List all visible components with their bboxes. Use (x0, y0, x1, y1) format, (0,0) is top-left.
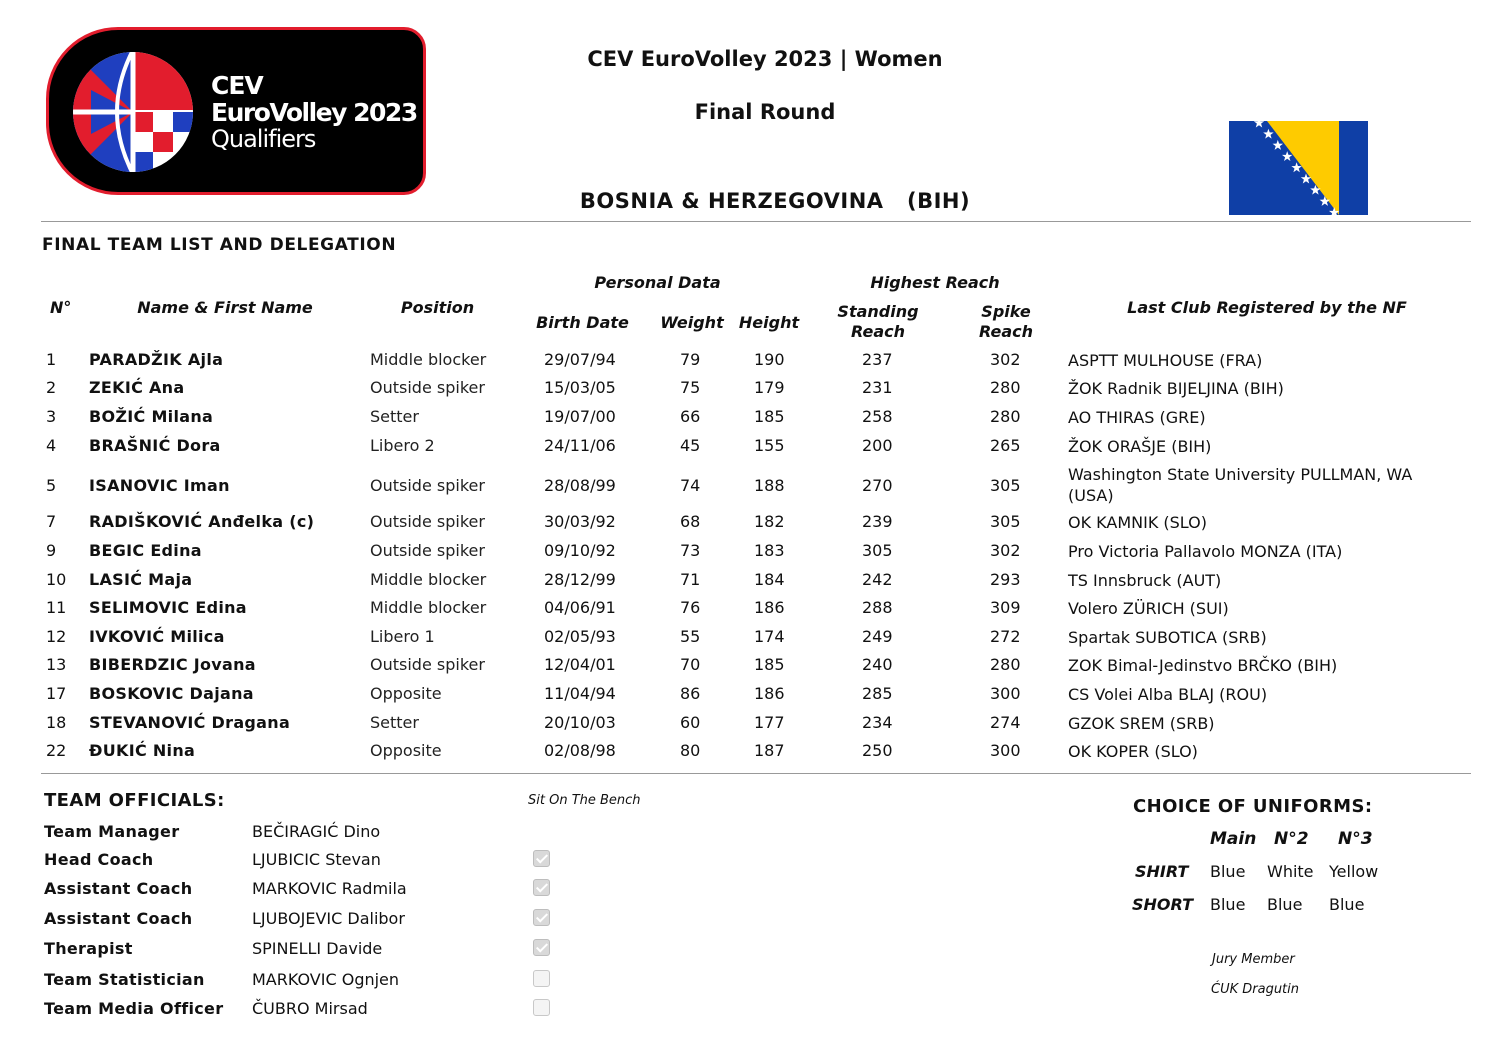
player-spike-reach: 272 (990, 627, 1021, 646)
player-number: 17 (46, 684, 67, 703)
player-position: Outside spiker (370, 476, 485, 495)
official-role: Team Manager (44, 822, 180, 841)
player-birth-date: 15/03/05 (544, 378, 616, 397)
sit-on-bench-checkbox[interactable] (533, 999, 550, 1016)
player-spike-reach: 305 (990, 512, 1021, 531)
uniform-header-no2: N°2 (1274, 829, 1309, 849)
col-header-highest-reach: Highest Reach (870, 273, 1000, 292)
volleyball-logo-icon (71, 50, 195, 174)
team-title: BOSNIA & HERZEGOVINA (BIH) (579, 189, 971, 213)
player-number: 5 (46, 476, 57, 495)
player-number: 12 (46, 627, 67, 646)
player-standing-reach: 200 (862, 436, 893, 455)
official-role: Head Coach (44, 850, 154, 869)
player-weight: 73 (680, 541, 701, 560)
player-standing-reach: 240 (862, 655, 893, 674)
player-birth-date: 28/08/99 (544, 476, 616, 495)
col-header-weight: Weight (660, 313, 724, 332)
player-name: ĐUKIĆ Nina (89, 741, 196, 760)
player-position: Middle blocker (370, 570, 487, 589)
player-name: PARADŽIK Ajla (89, 350, 224, 369)
player-standing-reach: 237 (862, 350, 893, 369)
player-weight: 60 (680, 713, 701, 732)
official-name: MARKOVIC Ognjen (252, 970, 400, 989)
official-row (0, 939, 700, 963)
player-position: Outside spiker (370, 512, 485, 531)
official-name: LJUBICIC Stevan (252, 850, 381, 869)
player-height: 184 (754, 570, 785, 589)
player-spike-reach: 280 (990, 407, 1021, 426)
player-position: Opposite (370, 741, 442, 760)
player-standing-reach: 234 (862, 713, 893, 732)
player-height: 185 (754, 655, 785, 674)
table-row (0, 598, 1500, 622)
player-standing-reach: 242 (862, 570, 893, 589)
sit-on-bench-checkbox[interactable] (533, 939, 550, 956)
player-name: ISANOVIC Iman (89, 476, 230, 495)
player-club: ŽOK Radnik BIJELJINA (BIH) (1068, 379, 1284, 398)
short-main: Blue (1210, 895, 1246, 914)
player-club: Washington State University PULLMAN, WA (USA) (1068, 465, 1413, 505)
uniform-header-no3: N°3 (1338, 829, 1373, 849)
official-row (0, 822, 700, 846)
col-header-personal-data: Personal Data (594, 273, 721, 292)
official-role: Team Statistician (44, 970, 205, 989)
col-header-spike-reach-2: Reach (978, 322, 1034, 341)
player-spike-reach: 302 (990, 541, 1021, 560)
sit-on-bench-checkbox[interactable] (533, 879, 550, 896)
col-header-height: Height (738, 313, 800, 332)
player-weight: 66 (680, 407, 701, 426)
official-name: MARKOVIC Radmila (252, 879, 407, 898)
player-weight: 86 (680, 684, 701, 703)
table-row (0, 350, 1500, 374)
player-weight: 80 (680, 741, 701, 760)
player-club: Volero ZÜRICH (SUI) (1068, 599, 1229, 618)
short-no3: Blue (1329, 895, 1365, 914)
player-position: Setter (370, 407, 419, 426)
player-club: ASPTT MULHOUSE (FRA) (1068, 351, 1263, 370)
player-height: 183 (754, 541, 785, 560)
player-position: Setter (370, 713, 419, 732)
table-row (0, 436, 1500, 460)
player-position: Outside spiker (370, 541, 485, 560)
player-height: 186 (754, 684, 785, 703)
table-row (0, 627, 1500, 651)
col-header-standing-reach-1: Standing (837, 302, 919, 321)
player-club: Pro Victoria Pallavolo MONZA (ITA) (1068, 542, 1343, 561)
official-row (0, 850, 700, 874)
officials-title: TEAM OFFICIALS: (44, 790, 225, 811)
player-height: 186 (754, 598, 785, 617)
player-number: 13 (46, 655, 67, 674)
player-weight: 74 (680, 476, 701, 495)
player-name: BOŽIĆ Milana (89, 407, 214, 426)
player-club: Spartak SUBOTICA (SRB) (1068, 628, 1267, 647)
player-name: SELIMOVIC Edina (89, 598, 247, 617)
official-role: Team Media Officer (44, 999, 224, 1018)
player-number: 11 (46, 598, 67, 617)
player-standing-reach: 270 (862, 476, 893, 495)
player-weight: 71 (680, 570, 701, 589)
col-header-spike-reach-1: Spike (981, 302, 1031, 321)
player-number: 2 (46, 378, 57, 397)
uniform-header-main: Main (1210, 829, 1257, 849)
col-header-standing-reach-2: Reach (850, 322, 906, 341)
col-header-position: Position (400, 298, 475, 317)
player-name: STEVANOVIĆ Dragana (89, 713, 291, 732)
jury-name: ĆUK Dragutin (1211, 982, 1300, 997)
shirt-label: SHIRT (1135, 862, 1189, 881)
shirt-no3: Yellow (1329, 862, 1379, 881)
player-spike-reach: 309 (990, 598, 1021, 617)
table-row (0, 713, 1500, 737)
table-divider (41, 773, 1471, 774)
player-position: Opposite (370, 684, 442, 703)
table-row (0, 378, 1500, 402)
player-spike-reach: 274 (990, 713, 1021, 732)
player-standing-reach: 239 (862, 512, 893, 531)
official-row (0, 970, 700, 994)
player-spike-reach: 300 (990, 741, 1021, 760)
player-standing-reach: 258 (862, 407, 893, 426)
player-height: 190 (754, 350, 785, 369)
player-spike-reach: 300 (990, 684, 1021, 703)
player-club: ZOK Bimal-Jedinstvo BRČKO (BIH) (1068, 656, 1338, 675)
player-name: BEGIC Edina (89, 541, 202, 560)
player-height: 174 (754, 627, 785, 646)
player-number: 4 (46, 436, 57, 455)
player-name: RADIŠKOVIĆ Anđelka (c) (89, 512, 315, 531)
player-weight: 68 (680, 512, 701, 531)
player-number: 22 (46, 741, 67, 760)
short-label: SHORT (1132, 895, 1194, 914)
player-standing-reach: 231 (862, 378, 893, 397)
logo-line-1: CEV (211, 71, 263, 100)
col-header-last-club: Last Club Registered by the NF (1127, 298, 1407, 317)
official-row (0, 879, 700, 903)
event-title: CEV EuroVolley 2023 | Women (587, 47, 943, 71)
player-name: BOSKOVIC Dajana (89, 684, 254, 703)
player-weight: 76 (680, 598, 701, 617)
player-name: ZEKIĆ Ana (89, 378, 185, 397)
player-standing-reach: 285 (862, 684, 893, 703)
player-position: Middle blocker (370, 598, 487, 617)
player-club: OK KAMNIK (SLO) (1068, 513, 1207, 532)
player-birth-date: 20/10/03 (544, 713, 616, 732)
player-weight: 45 (680, 436, 701, 455)
player-weight: 79 (680, 350, 701, 369)
player-height: 187 (754, 741, 785, 760)
player-club: CS Volei Alba BLAJ (ROU) (1068, 685, 1268, 704)
player-spike-reach: 305 (990, 476, 1021, 495)
player-position: Middle blocker (370, 350, 487, 369)
player-spike-reach: 280 (990, 378, 1021, 397)
col-header-no: N° (50, 298, 72, 317)
shirt-main: Blue (1210, 862, 1246, 881)
sit-on-bench-checkbox[interactable] (533, 970, 550, 987)
official-row (0, 909, 700, 933)
player-number: 18 (46, 713, 67, 732)
col-header-name: Name & First Name (137, 298, 313, 317)
header-divider (41, 221, 1471, 222)
player-birth-date: 12/04/01 (544, 655, 616, 674)
logo-line-2: EuroVolley 2023 (211, 98, 417, 127)
player-birth-date: 02/08/98 (544, 741, 616, 760)
table-row (0, 407, 1500, 431)
table-row (0, 570, 1500, 594)
player-club: ŽOK ORAŠJE (BIH) (1068, 437, 1212, 456)
player-number: 3 (46, 407, 57, 426)
bench-label: Sit On The Bench (528, 793, 641, 808)
official-name: ČUBRO Mirsad (252, 999, 368, 1018)
player-birth-date: 28/12/99 (544, 570, 616, 589)
player-spike-reach: 265 (990, 436, 1021, 455)
official-row (0, 999, 700, 1023)
player-standing-reach: 288 (862, 598, 893, 617)
player-standing-reach: 249 (862, 627, 893, 646)
player-name: BIBERDZIC Jovana (89, 655, 256, 674)
shirt-no2: White (1267, 862, 1314, 881)
player-position: Outside spiker (370, 655, 485, 674)
player-weight: 55 (680, 627, 701, 646)
cev-eurovolley-logo (46, 27, 426, 195)
official-name: BEČIRAGIĆ Dino (252, 822, 381, 841)
player-spike-reach: 302 (990, 350, 1021, 369)
player-spike-reach: 280 (990, 655, 1021, 674)
section-title: FINAL TEAM LIST AND DELEGATION (42, 235, 397, 255)
official-name: LJUBOJEVIC Dalibor (252, 909, 405, 928)
table-row (0, 512, 1500, 536)
player-number: 7 (46, 512, 57, 531)
player-height: 182 (754, 512, 785, 531)
player-name: BRAŠNIĆ Dora (89, 436, 221, 455)
player-birth-date: 30/03/92 (544, 512, 616, 531)
player-number: 10 (46, 570, 67, 589)
table-row (0, 741, 1500, 765)
bosnia-flag-icon (1229, 121, 1368, 215)
player-height: 179 (754, 378, 785, 397)
player-height: 155 (754, 436, 785, 455)
official-role: Assistant Coach (44, 909, 193, 928)
player-height: 177 (754, 713, 785, 732)
round-title: Final Round (694, 100, 836, 124)
player-birth-date: 02/05/93 (544, 627, 616, 646)
player-birth-date: 24/11/06 (544, 436, 616, 455)
player-height: 185 (754, 407, 785, 426)
player-name: IVKOVIĆ Milica (89, 627, 225, 646)
official-name: SPINELLI Davide (252, 939, 383, 958)
player-position: Libero 1 (370, 627, 435, 646)
logo-line-3: Qualifiers (211, 125, 316, 153)
player-number: 1 (46, 350, 57, 369)
short-no2: Blue (1267, 895, 1303, 914)
player-birth-date: 09/10/92 (544, 541, 616, 560)
player-club: OK KOPER (SLO) (1068, 742, 1198, 761)
official-role: Therapist (44, 939, 133, 958)
player-standing-reach: 250 (862, 741, 893, 760)
jury-label: Jury Member (1212, 952, 1295, 967)
table-row (0, 541, 1500, 565)
sit-on-bench-checkbox[interactable] (533, 909, 550, 926)
player-birth-date: 29/07/94 (544, 350, 616, 369)
player-name: LASIĆ Maja (89, 570, 193, 589)
table-row (0, 465, 1500, 505)
sit-on-bench-checkbox[interactable] (533, 850, 550, 867)
player-club: GZOK SREM (SRB) (1068, 714, 1215, 733)
player-weight: 75 (680, 378, 701, 397)
player-birth-date: 19/07/00 (544, 407, 616, 426)
uniforms-title: CHOICE OF UNIFORMS: (1133, 796, 1373, 817)
player-club: TS Innsbruck (AUT) (1068, 571, 1222, 590)
player-position: Libero 2 (370, 436, 435, 455)
player-number: 9 (46, 541, 57, 560)
player-height: 188 (754, 476, 785, 495)
player-standing-reach: 305 (862, 541, 893, 560)
player-position: Outside spiker (370, 378, 485, 397)
player-birth-date: 11/04/94 (544, 684, 616, 703)
player-spike-reach: 293 (990, 570, 1021, 589)
table-row (0, 684, 1500, 708)
player-birth-date: 04/06/91 (544, 598, 616, 617)
official-role: Assistant Coach (44, 879, 193, 898)
player-club: AO THIRAS (GRE) (1068, 408, 1206, 427)
col-header-birth-date: Birth Date (536, 313, 629, 332)
player-weight: 70 (680, 655, 701, 674)
table-row (0, 655, 1500, 679)
